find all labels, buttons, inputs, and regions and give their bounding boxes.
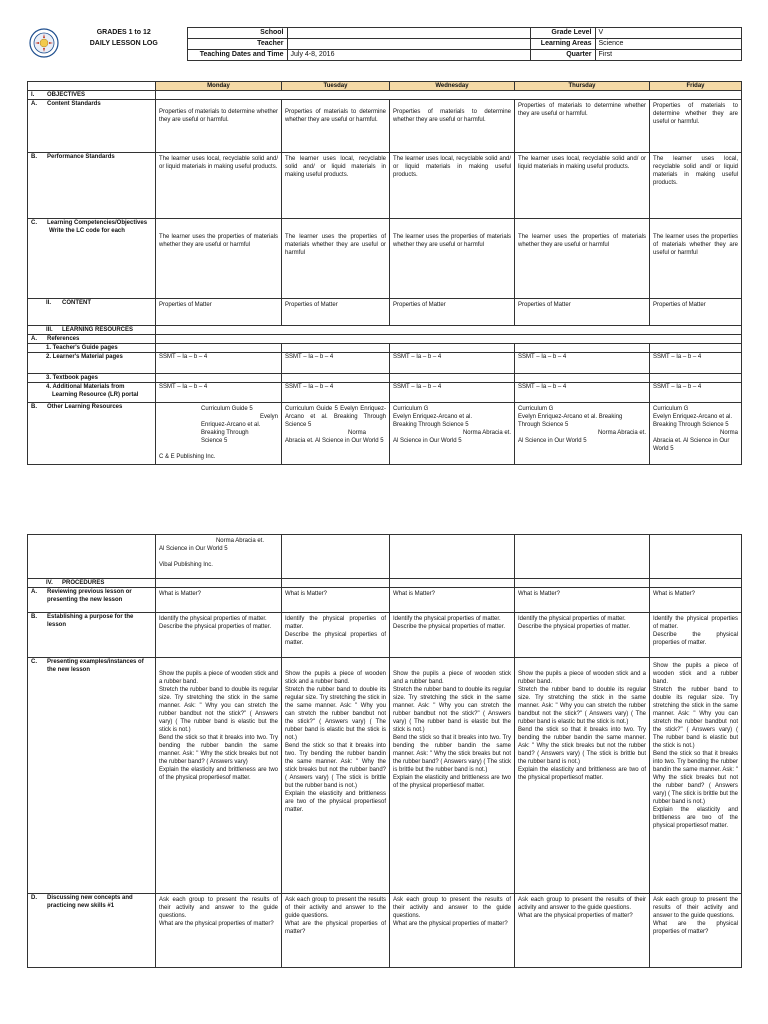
continued-friday[interactable] [650,535,742,579]
quarter-value[interactable]: First [595,50,741,61]
cell-text: Vibal Publishing Inc. [159,562,213,568]
learners-material-friday[interactable]: SSMT – Ia – b – 4 [650,353,742,374]
content-standards-monday[interactable] [156,100,282,153]
quarter-label: Quarter [530,50,595,61]
cell-text: Norma [347,430,366,436]
performance-standards-friday[interactable]: The learner uses local, recyclable solid and/ or liquid materials in making useful products. [650,153,742,219]
competencies-text: Learning Competencies/Objectives [47,220,148,226]
other-resources-wednesday[interactable] [390,403,515,465]
learners-material-thursday[interactable]: SSMT – Ia – b – 4 [515,353,650,374]
performance-standards-thursday[interactable]: The learner uses local, recyclable solid and/ or liquid materials in making useful products. [515,153,650,219]
references-spacer [156,335,742,344]
other-resources-label [28,403,156,465]
additional-label-line2: Learning Resource (LR) portal [52,392,139,398]
content-monday[interactable]: Properties of Matter [156,299,282,326]
purpose-label [28,613,156,658]
procedures-spacer-friday [650,579,742,588]
cell-text: The learner uses the properties of materials whether they are useful or harmful [518,234,646,248]
title-line1: GRADES 1 to 12 [96,28,151,36]
cell-text: Breaking Through [201,430,249,436]
purpose-friday[interactable]: Identify the physical properties of matter. Describe the physical properties of matter. [650,613,742,658]
day-header-monday: Monday [156,82,282,91]
cell-text: Properties of materials to determine whether they are useful or harmful. [518,103,646,117]
purpose-text: Establishing a purpose for the lesson [47,614,134,628]
continued-label-cell [28,535,156,579]
lesson-table-part2 [27,534,742,968]
cell-text: Curriculum G [393,406,429,412]
additional-monday[interactable]: SSMT – Ia – b – 4 [156,383,282,403]
performance-standards-text: Performance Standards [47,154,115,160]
procedures-spacer-tuesday [282,579,390,588]
cell-text: Properties of materials to determine whether they are useful or harmful. [159,109,278,123]
cell-text: Curriculum G [518,406,554,412]
cell-text: Enriquez-Arcano et al. [201,422,261,428]
review-label [28,588,156,613]
corner-cell [28,82,156,91]
textbook-monday[interactable] [156,374,282,383]
additional-friday[interactable]: SSMT – Ia – b – 4 [650,383,742,403]
purpose-tuesday[interactable]: Identify the physical properties of matter. Describe the physical properties of matter. [282,613,390,658]
content-friday[interactable]: Properties of Matter [650,299,742,326]
grade-level-label: Grade Level [530,28,595,39]
other-resources-tuesday[interactable] [282,403,390,465]
teachers-guide-friday[interactable] [650,344,742,353]
discussing-friday[interactable]: Ask each group to present the results of their activity and answer to the guide questions. What are the physical properties of matter? [650,894,742,968]
additional-tuesday[interactable]: SSMT – Ia – b – 4 [282,383,390,403]
discussing-text: Discussing new concepts and practicing new skills #1 [47,895,133,909]
purpose-monday[interactable]: Identify the physical properties of matter. Describe the physical properties of matter. [156,613,282,658]
teachers-guide-thursday[interactable] [515,344,650,353]
competencies-thursday[interactable] [515,219,650,299]
cell-text: The learner uses the properties of materials whether they are useful or harmful [159,234,278,248]
content-standards-tuesday[interactable] [282,100,390,153]
content-standards-friday[interactable] [650,100,742,153]
references-text: References [47,336,80,342]
teachers-guide-monday[interactable] [156,344,282,353]
content-standards-text: Content Standards [47,101,101,107]
teachers-guide-wednesday[interactable] [390,344,515,353]
other-resources-monday-continued[interactable] [156,535,282,579]
teacher-value[interactable] [287,39,530,50]
cell-text: Curriculum Guide 5 Evelyn Enriquez-Arcano et al. Breaking Through Science 5 [285,406,386,428]
discussing-wednesday[interactable]: Ask each group to present the results of their activity and answer to the guide questions. What are the physical properties of matter? [390,894,515,968]
examples-label [28,658,156,894]
cell-text: The learner uses the properties of materials whether they are useful or harmful [653,234,738,256]
content-title: CONTENT [62,300,91,306]
content-standards-thursday[interactable] [515,100,650,153]
purpose-thursday[interactable]: Identify the physical properties of matter. Describe the physical properties of matter. [515,613,650,658]
objectives-title: OBJECTIVES [47,92,86,98]
textbook-friday[interactable] [650,374,742,383]
additional-thursday[interactable]: SSMT – Ia – b – 4 [515,383,650,403]
procedures-title: PROCEDURES [62,580,105,586]
continued-thursday[interactable] [515,535,650,579]
content-heading [28,299,156,326]
cell-text: Properties of materials to determine whether they are useful or harmful. [393,109,511,123]
other-resources-thursday[interactable] [515,403,650,465]
performance-standards-tuesday[interactable]: The learner uses local, recyclable solid and/ or liquid materials in making useful products. [282,153,390,219]
teachers-guide-label: 1. Teacher's Guide pages [28,344,156,353]
cell-text: Al Science in Our World 5 [518,438,587,444]
performance-standards-letter: B. [31,154,37,160]
cell-text: Curriculum G [653,406,689,412]
cell-text: Norma Abracia et. [597,430,646,436]
examples-friday[interactable]: Show the pupils a piece of wooden stick and a rubber band. Stretch the rubber band to double its regular size. Try stretching the stick in the same manner. Ask: " Why you can stretch the rubber bandbut not the stick?" ( Answers vary) ( The rubber band is elastic but the stick is not.) Bend the stick so that it breaks into two. Try bending the rubber bandin the same manner. Ask: " Why the stick breaks but not the rubber band? ( Answers vary) ( The stick is brittle but the rubber band is not.) Explain the elasticity and brittleness are two of the physical propertiesof matter. [650,658,742,894]
cell-text: C & E Publishing Inc. [159,454,216,460]
additional-materials-label [28,383,156,403]
examples-wednesday[interactable]: Show the pupils a piece of wooden stick and a rubber band. Stretch the rubber band to double its regular size. Try stretching the stick in the same manner. Ask: " Why you can stretch the rubber bandbut not the stick?" ( Answers vary) ( The rubber band is elastic but the stick is not.) Bend the stick so that it breaks into two. Try bending the rubber bandin the same manner. Ask: " Why the stick breaks but not the rubber band? ( Answers vary) ( The stick is brittle but the rubber band is not.) Explain the elasticity and brittleness are two of the physical propertiesof matter. [390,658,515,894]
objectives-heading [28,91,156,100]
content-standards-letter: A. [31,101,37,107]
cell-text: Evelyn Enriquez-Arcano et al. Breaking Through Science 5 [653,414,733,428]
content-tuesday[interactable]: Properties of Matter [282,299,390,326]
objectives-num: I. [31,92,35,98]
additional-wednesday[interactable]: SSMT – Ia – b – 4 [390,383,515,403]
content-thursday[interactable]: Properties of Matter [515,299,650,326]
review-wednesday[interactable]: What is Matter? [390,588,515,613]
cell-text: Evelyn Enriquez-Arcano et al. [393,414,473,420]
examples-tuesday[interactable]: Show the pupils a piece of wooden stick and a rubber band. Stretch the rubber band to double its regular size. Try stretching the stick in the same manner. Ask: " Why you can stretch the rubber bandbut not the stick?" ( Answers vary) ( The rubber band is elastic but the stick is not.) Bend the stick so that it breaks into two. Try bending the rubber bandin the same manner. Ask: " Why the stick breaks but not the rubber band? ( Answers vary) ( The stick is brittle but the rubber band is not.) Explain the elasticity and brittleness are two of the physical propertiesof matter. [282,658,390,894]
discussing-monday[interactable]: Ask each group to present the results of their activity and answer to the guide questions. What are the physical properties of matter? [156,894,282,968]
cell-text: Norma Abracia et. [215,538,264,544]
cell-text: Science 5 [201,438,228,444]
school-value[interactable] [287,28,530,39]
references-label [28,335,156,344]
procedures-spacer-wednesday [390,579,515,588]
content-num: II. [46,300,52,306]
procedures-spacer-thursday [515,579,650,588]
learners-material-label: 2. Learner's Material pages [28,353,156,374]
review-letter: A. [31,589,37,595]
examples-letter: C. [31,659,37,665]
performance-standards-label [28,153,156,219]
competencies-tuesday[interactable] [282,219,390,299]
examples-thursday[interactable]: Show the pupils a piece of wooden stick and a rubber band. Stretch the rubber band to double its regular size. Try stretching the stick in the same manner. Ask: " Why you can stretch the rubber bandbut not the stick?" ( Answers vary) ( The rubber band is elastic but the stick is not.) Bend the stick so that it breaks into two. Try bending the rubber bandin the same manner. Ask: " Why the stick breaks but not the rubber band? ( Answers vary) ( The stick is brittle but the rubber band is not.) Explain the elasticity and brittleness are two of the physical propertiesof matter. [515,658,650,894]
cell-text: Al Science in Our World 5 [393,438,462,444]
learners-material-monday[interactable]: SSMT – Ia – b – 4 [156,353,282,374]
learning-area-label: Learning Areas [530,39,595,50]
lesson-table-part1 [27,81,742,465]
day-header-friday: Friday [650,82,742,91]
cell-text: Evelyn Enriquez-Arcano et al. Breaking Through Science 5 [518,414,623,428]
title-line2: DAILY LESSON LOG [89,39,158,47]
learning-area-value[interactable]: Science [595,39,741,50]
cell-text: Al Science in Our World 5 [159,546,228,552]
school-label: School [187,28,287,39]
cell-text: Abracia et. Al Science in Our World 5 [285,438,384,444]
examples-monday[interactable]: Show the pupils a piece of wooden stick and a rubber band. Stretch the rubber band to double its regular size. Try stretching the stick in the same manner. Ask: " Why you can stretch the rubber bandbut not the stick?" ( Answers vary) ( The rubber band is elastic but the stick is not.) Bend the stick so that it breaks into two. Try bending the rubber bandin the same manner. Ask: " Why the stick breaks but not the rubber band? ( Answers vary) Explain the elasticity and brittleness are two of the physical propertiesof matter. [156,658,282,894]
objectives-spacer [156,91,742,100]
discussing-tuesday[interactable]: Ask each group to present the results of their activity and answer to the guide questions. What are the physical properties of matter? [282,894,390,968]
cell-text: Properties of materials to determine whether they are useful or harmful. [653,103,738,125]
day-header-thursday: Thursday [515,82,650,91]
textbook-label: 3. Textbook pages [28,374,156,383]
discussing-label [28,894,156,968]
day-header-wednesday: Wednesday [390,82,515,91]
resources-num: III. [46,327,53,333]
cell-text: Properties of materials to determine whether they are useful or harmful. [285,109,386,123]
day-header-tuesday: Tuesday [282,82,390,91]
additional-label-line1: 4. Additional Materials from [46,384,125,390]
review-friday[interactable]: What is Matter? [650,588,742,613]
resources-heading [28,326,156,335]
review-monday[interactable]: What is Matter? [156,588,282,613]
cell-text: Evelyn [259,414,278,420]
continued-tuesday[interactable] [282,535,390,579]
learners-material-wednesday[interactable]: SSMT – Ia – b – 4 [390,353,515,374]
learners-material-tuesday[interactable]: SSMT – Ia – b – 4 [282,353,390,374]
seal-cell [27,28,61,61]
references-letter: A. [31,336,37,342]
title-spacer [61,50,187,61]
cell-text: The learner uses the properties of materials whether they are useful or harmful [285,234,386,256]
content-standards-label [28,100,156,153]
cell-text: Curriculum Guide 5 [201,406,253,412]
textbook-tuesday[interactable] [282,374,390,383]
cell-text: Norma [719,430,738,436]
textbook-thursday[interactable] [515,374,650,383]
other-resources-text: Other Learning Resources [47,404,123,410]
competencies-friday[interactable] [650,219,742,299]
review-tuesday[interactable]: What is Matter? [282,588,390,613]
cell-text: Abracia et. Al Science in Our World 5 [653,438,730,452]
teaching-dates-value[interactable]: July 4-8, 2016 [287,50,530,61]
other-resources-friday[interactable] [650,403,742,465]
cell-text: The learner uses the properties of materials whether they are useful or harmful [393,234,511,248]
teaching-dates-label: Teaching Dates and Time [187,50,287,61]
cell-text: Norma Abracia et. [462,430,511,436]
grade-level-value[interactable]: V [595,28,741,39]
procedures-num: IV. [46,580,53,586]
log-header [27,27,742,61]
resources-title: LEARNING RESOURCES [62,327,134,333]
cell-text: Breaking Through Science 5 [393,422,469,428]
purpose-letter: B. [31,614,37,620]
discussing-thursday[interactable]: Ask each group to present the results of their activity and answer to the guide questions. What are the physical properties of matter? [515,894,650,968]
performance-standards-monday[interactable]: The learner uses local, recyclable solid and/ or liquid materials in making useful products. [156,153,282,219]
procedures-spacer-monday [156,579,282,588]
review-thursday[interactable]: What is Matter? [515,588,650,613]
teacher-label: Teacher [187,39,287,50]
competencies-label [28,219,156,299]
competencies-wednesday[interactable] [390,219,515,299]
resources-spacer [156,326,742,335]
discussing-letter: D. [31,895,37,901]
performance-standards-wednesday[interactable]: The learner uses local, recyclable solid and/ or liquid materials in making useful products. [390,153,515,219]
examples-text: Presenting examples/instances of the new lesson [47,659,144,673]
deped-seal-icon [29,28,59,58]
procedures-heading [28,579,156,588]
review-text: Reviewing previous lesson or presenting the new lesson [47,589,132,603]
competencies-letter: C. [31,220,37,226]
purpose-wednesday[interactable]: Identify the physical properties of matter. Describe the physical properties of matter. [390,613,515,658]
textbook-wednesday[interactable] [390,374,515,383]
content-wednesday[interactable]: Properties of Matter [390,299,515,326]
teachers-guide-tuesday[interactable] [282,344,390,353]
continued-wednesday[interactable] [390,535,515,579]
competencies-sublabel: Write the LC code for each [49,228,125,234]
competencies-monday[interactable] [156,219,282,299]
other-resources-letter: B. [31,404,37,410]
other-resources-monday[interactable] [156,403,282,465]
content-standards-wednesday[interactable] [390,100,515,153]
